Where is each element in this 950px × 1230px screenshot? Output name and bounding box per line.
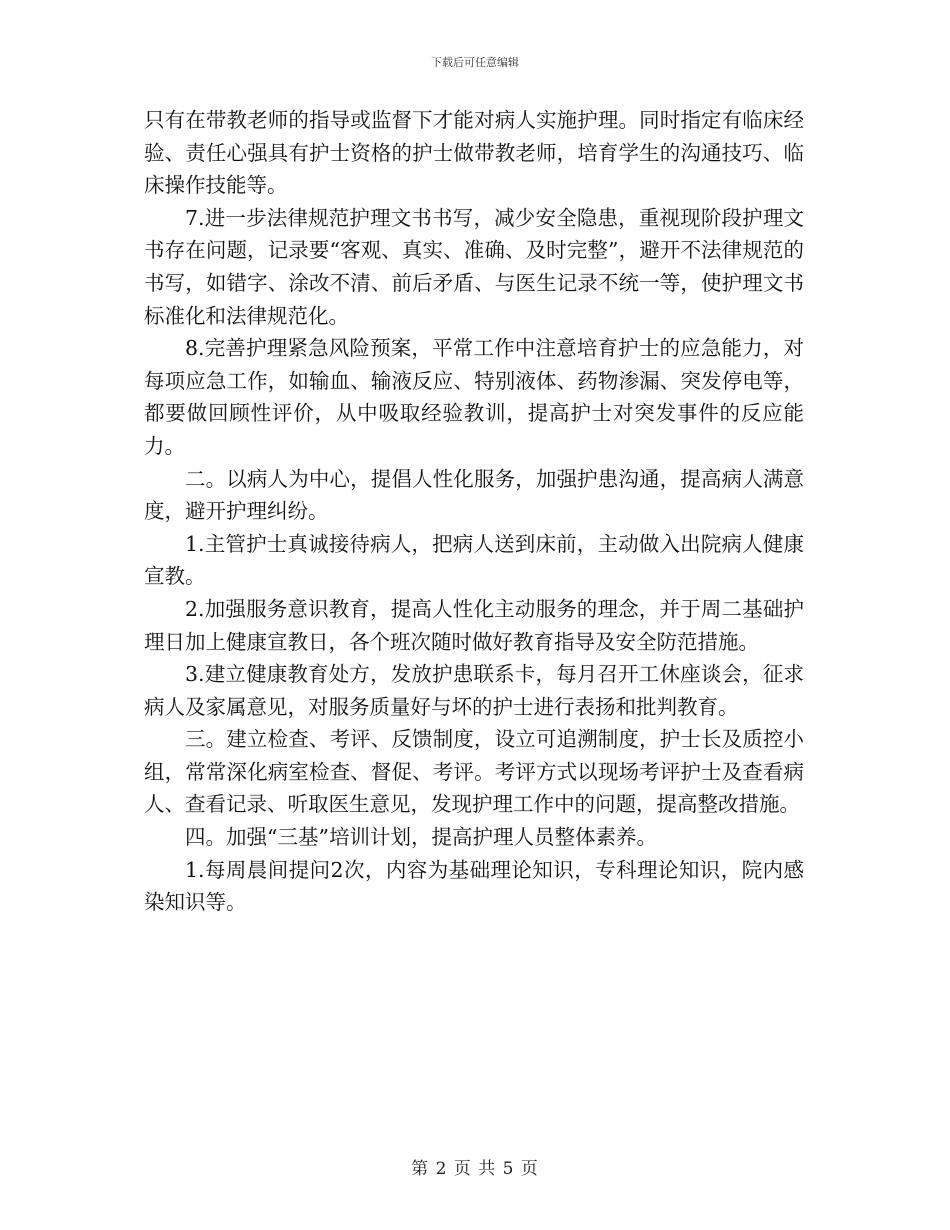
paragraph-4: 二。以病人为中心，提倡人性化服务，加强护患沟通，提高病人满意度，避开护理纠纷。 [144, 466, 804, 524]
paragraph-1: 只有在带教老师的指导或监督下才能对病人实施护理。同时指定有临床经验、责任心强具有护士资格的护士做带教老师，培育学生的沟通技巧、临床操作技能等。 [144, 108, 804, 198]
paragraph-3: 8.完善护理紧急风险预案，平常工作中注意培育护士的应急能力，对每项应急工作，如输血、输液反应、特别液体、药物渗漏、突发停电等，都要做回顾性评价，从中吸取经验教训，提高护士对突发事件的反应能力。 [144, 336, 804, 458]
page-header: 下载后可任意编辑 [431, 56, 519, 69]
paragraph-8: 三。建立检查、考评、反馈制度，设立可追溯制度，护士长及质控小组，常常深化病室检查、督促、考评。考评方式以现场考评护士及查看病人、查看记录、听取医生意见，发现护理工作中的问题，提高整改措施。 [144, 727, 804, 817]
paragraph-5: 1.主管护士真诚接待病人，把病人送到床前，主动做入出院病人健康宣教。 [144, 531, 804, 589]
paragraph-10: 1.每周晨间提问2次，内容为基础理论知识，专科理论知识，院内感染知识等。 [144, 857, 804, 915]
paragraph-7: 3.建立健康教育处方，发放护患联系卡，每月召开工休座谈会，征求病人及家属意见，对服务质量好与坏的护士进行表扬和批判教育。 [144, 662, 804, 719]
paragraph-6: 2.加强服务意识教育，提高人性化主动服务的理念，并于周二基础护理日加上健康宣教日，各个班次随时做好教育指导及安全防范措施。 [144, 596, 804, 654]
document-body [144, 104, 804, 919]
paragraph-2: 7.进一步法律规范护理文书书写，减少安全隐患，重视现阶段护理文书存在问题，记录要“客观、真实、准确、及时完整”，避开不法律规范的书写，如错字、涂改不清、前后矛盾、与医生记录不统一等，使护理文书标准化和法律规范化。 [144, 205, 804, 328]
page-footer: 第 2 页 共 5 页 [411, 1159, 539, 1179]
paragraph-9: 四。加强“三基”培训计划，提高护理人员整体素养。 [185, 825, 657, 850]
